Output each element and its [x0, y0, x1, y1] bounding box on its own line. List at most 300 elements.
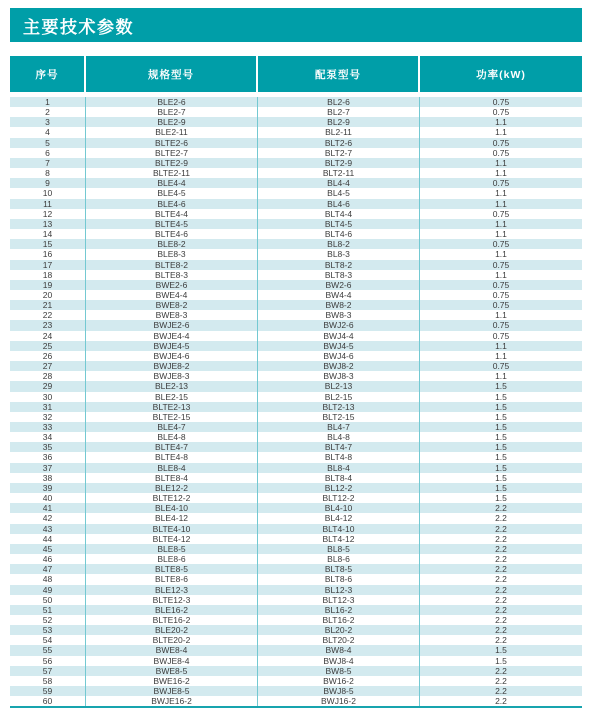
table-cell: 2.2 [495, 696, 507, 707]
table-row [10, 574, 582, 584]
table-cell: BW8-3 [258, 310, 420, 320]
table-cell: BLTE2-15 [86, 412, 258, 422]
table-cell: 18 [10, 270, 86, 280]
table-cell: 1.5 [495, 645, 507, 656]
table-cell: 19 [10, 280, 86, 290]
table-cell: 12 [10, 209, 86, 219]
table-row [10, 442, 582, 452]
table-cell: BLTE2-11 [86, 168, 258, 178]
table-cell: 36 [10, 452, 86, 462]
table-row [10, 635, 582, 645]
table-cell: 2.2 [495, 564, 507, 575]
table-cell: 2.2 [495, 675, 507, 686]
table-row [10, 534, 582, 544]
column-header-serial: 序号 [10, 56, 86, 92]
table-cell: BW2-6 [258, 280, 420, 290]
table-cell: BLE2-7 [86, 107, 258, 117]
table-cell: BLTE16-2 [86, 615, 258, 625]
table-cell: 4 [10, 127, 86, 137]
table-row [10, 585, 582, 595]
table-cell: BWE8-3 [86, 310, 258, 320]
table-cell: BLT8-6 [258, 574, 420, 584]
table-cell: 53 [10, 625, 86, 635]
table-cell: 20 [10, 290, 86, 300]
table-cell: BLT8-5 [258, 564, 420, 574]
table-cell: BWJE2-6 [86, 320, 258, 330]
table-cell: BLE8-3 [86, 249, 258, 259]
table-cell: BL4-4 [258, 178, 420, 188]
table-row [10, 320, 582, 330]
table-cell: 1.1 [495, 350, 507, 361]
table-cell: BWE8-2 [86, 300, 258, 310]
table-row [10, 625, 582, 635]
table-cell: 2.2 [495, 574, 507, 585]
table-cell: BW4-4 [258, 290, 420, 300]
table-cell: 33 [10, 422, 86, 432]
table-cell: BLTE4-6 [86, 229, 258, 239]
table-cell: 1.5 [495, 482, 507, 493]
table-cell: 52 [10, 615, 86, 625]
table-row [10, 554, 582, 564]
table-cell: 0.75 [492, 147, 510, 158]
table-cell: BLT4-7 [258, 442, 420, 452]
table-body [10, 97, 582, 708]
table-cell: BL2-6 [258, 97, 420, 107]
table-cell: 1.5 [495, 462, 507, 473]
table-cell: 10 [10, 188, 86, 198]
table-row [10, 493, 582, 503]
table-cell: BW16-2 [258, 676, 420, 686]
table-cell: BLTE12-2 [86, 493, 258, 503]
table-row [10, 158, 582, 168]
table-row [10, 341, 582, 351]
table-cell: BLTE4-12 [86, 534, 258, 544]
table-cell: 22 [10, 310, 86, 320]
table-cell: BL8-3 [258, 249, 420, 259]
table-cell: 35 [10, 442, 86, 452]
table-cell: 26 [10, 351, 86, 361]
table-cell: BLTE8-6 [86, 574, 258, 584]
table-cell: BLE8-6 [86, 554, 258, 564]
table-cell: BLTE4-8 [86, 452, 258, 462]
table-cell: BL2-9 [258, 117, 420, 127]
table-row [10, 188, 582, 198]
table-cell: 1.5 [495, 452, 507, 463]
table-cell: 50 [10, 595, 86, 605]
table-cell: 2.2 [495, 584, 507, 595]
table-row [10, 696, 582, 706]
table-row [10, 178, 582, 188]
table-cell: 1.5 [495, 391, 507, 402]
table-row [10, 229, 582, 239]
table-cell: 2.2 [495, 503, 507, 514]
table-row [10, 219, 582, 229]
table-cell: 1.1 [495, 310, 507, 321]
table-cell: 56 [10, 656, 86, 666]
table-cell: BL4-12 [258, 513, 420, 523]
table-cell: 57 [10, 666, 86, 676]
table-cell: BL12-3 [258, 585, 420, 595]
table-cell: BLE4-10 [86, 503, 258, 513]
table-cell: BLTE2-9 [86, 158, 258, 168]
table-row [10, 300, 582, 310]
table-cell: BLE4-8 [86, 432, 258, 442]
table-cell: BW8-4 [258, 645, 420, 655]
table-cell: BL8-2 [258, 239, 420, 249]
table-cell: BLE8-2 [86, 239, 258, 249]
table-cell: 1.5 [495, 401, 507, 412]
table-cell: 2.2 [495, 604, 507, 615]
page-title: 主要技术参数 [23, 17, 134, 37]
table-cell: 54 [10, 635, 86, 645]
table-row [10, 595, 582, 605]
table-row [10, 199, 582, 209]
table-cell: 41 [10, 503, 86, 513]
table-cell: BLE4-12 [86, 513, 258, 523]
table-cell: 59 [10, 686, 86, 696]
table-cell: 25 [10, 341, 86, 351]
table-cell: BL2-13 [258, 381, 420, 391]
table-cell: 34 [10, 432, 86, 442]
table-row [10, 148, 582, 158]
table-cell: 29 [10, 381, 86, 391]
table-cell: 2.2 [495, 554, 507, 565]
table-row [10, 452, 582, 462]
table-cell: 0.75 [492, 361, 510, 372]
table-cell: 51 [10, 605, 86, 615]
table-cell: BWJE8-2 [86, 361, 258, 371]
table-row [10, 107, 582, 117]
table-row [10, 432, 582, 442]
table-cell: 0.75 [492, 289, 510, 300]
table-cell: BWE8-5 [86, 666, 258, 676]
table-cell: 48 [10, 574, 86, 584]
table-cell: BLE4-4 [86, 178, 258, 188]
table-cell: 43 [10, 524, 86, 534]
table-cell: BL4-8 [258, 432, 420, 442]
table-cell: BL8-4 [258, 463, 420, 473]
table-cell: BLE12-2 [86, 483, 258, 493]
table-cell: BLT2-6 [258, 138, 420, 148]
table-row [10, 239, 582, 249]
table-cell: 0.75 [492, 137, 510, 148]
table-cell: BLTE8-3 [86, 270, 258, 280]
table-cell: 0.75 [492, 178, 510, 189]
table-row [10, 513, 582, 523]
table-cell: 1.1 [495, 157, 507, 168]
table-cell: 30 [10, 392, 86, 402]
table-cell: BLT8-3 [258, 270, 420, 280]
table-cell: 23 [10, 320, 86, 330]
column-header-spec-model: 规格型号 [86, 56, 258, 92]
table-cell: BLE8-5 [86, 544, 258, 554]
table-cell: 1.5 [495, 411, 507, 422]
table-cell: BLTE4-10 [86, 524, 258, 534]
table-cell: BLT4-10 [258, 524, 420, 534]
table-row [10, 645, 582, 655]
table-cell: 1.5 [495, 432, 507, 443]
table-cell: BL8-6 [258, 554, 420, 564]
table-row [10, 310, 582, 320]
table-cell: 37 [10, 463, 86, 473]
table-row [10, 97, 582, 107]
table-cell: BLT2-9 [258, 158, 420, 168]
table-row [10, 361, 582, 371]
table-cell: 2.2 [495, 665, 507, 676]
table-cell: 9 [10, 178, 86, 188]
table-cell: BLT2-15 [258, 412, 420, 422]
table-cell: BLTE8-4 [86, 473, 258, 483]
table-cell: BLT12-3 [258, 595, 420, 605]
table-cell: 14 [10, 229, 86, 239]
table-cell: BWJ8-5 [258, 686, 420, 696]
table-cell: BWJE4-6 [86, 351, 258, 361]
table-cell: 1.1 [495, 168, 507, 179]
table-cell: BLT4-8 [258, 452, 420, 462]
table-cell: BL20-2 [258, 625, 420, 635]
table-cell: BL16-2 [258, 605, 420, 615]
table-cell: BLTE12-3 [86, 595, 258, 605]
table-cell: BWJE8-5 [86, 686, 258, 696]
table-row [10, 371, 582, 381]
table-row [10, 117, 582, 127]
table-cell: 1.1 [495, 198, 507, 209]
table-cell: BLTE20-2 [86, 635, 258, 645]
table-cell: BLE2-13 [86, 381, 258, 391]
table-cell: 1.5 [495, 442, 507, 453]
table-cell: 2.2 [495, 625, 507, 636]
table-row [10, 138, 582, 148]
table-cell: BLTE4-7 [86, 442, 258, 452]
table-cell: BLT2-13 [258, 402, 420, 412]
table-cell: 46 [10, 554, 86, 564]
table-cell: 15 [10, 239, 86, 249]
page-title-banner [10, 8, 582, 42]
table-cell: 58 [10, 676, 86, 686]
table-cell: 2.2 [495, 513, 507, 524]
table-cell: BL4-6 [258, 199, 420, 209]
table-cell: 2.2 [495, 533, 507, 544]
table-cell: BLT16-2 [258, 615, 420, 625]
table-row [10, 392, 582, 402]
table-row [10, 381, 582, 391]
table-cell: 31 [10, 402, 86, 412]
table-cell: 60 [10, 696, 86, 706]
table-cell: BWJ2-6 [258, 320, 420, 330]
table-cell: BL2-11 [258, 127, 420, 137]
table-cell: BL8-5 [258, 544, 420, 554]
table-cell: BL2-7 [258, 107, 420, 117]
table-cell: BLT12-2 [258, 493, 420, 503]
table-cell: BLE2-11 [86, 127, 258, 137]
table-cell: 13 [10, 219, 86, 229]
table-cell: 0.75 [492, 97, 510, 107]
column-header-pump-model: 配泵型号 [258, 56, 420, 92]
table-cell: BLT2-7 [258, 148, 420, 158]
table-cell: 49 [10, 585, 86, 595]
table-cell: 1.1 [495, 117, 507, 128]
table-cell: 24 [10, 331, 86, 341]
table-cell: BW8-5 [258, 666, 420, 676]
table-cell: BLTE2-7 [86, 148, 258, 158]
table-cell: BWJ8-4 [258, 656, 420, 666]
table-cell: 0.75 [492, 330, 510, 341]
table-cell: 1.5 [495, 655, 507, 666]
table-cell: 0.75 [492, 259, 510, 270]
table-cell: BLE20-2 [86, 625, 258, 635]
table-cell: 1.1 [495, 340, 507, 351]
table-cell: 38 [10, 473, 86, 483]
table-cell: 0.75 [492, 300, 510, 311]
table-cell: BLT4-4 [258, 209, 420, 219]
table-row [10, 127, 582, 137]
table-cell: 3 [10, 117, 86, 127]
table-cell: 47 [10, 564, 86, 574]
parameters-table [10, 56, 582, 708]
table-row [10, 605, 582, 615]
table-row [10, 168, 582, 178]
table-row [10, 615, 582, 625]
table-cell: 2.2 [495, 686, 507, 697]
table-cell: BWJ8-2 [258, 361, 420, 371]
table-cell: 55 [10, 645, 86, 655]
table-cell: 1.5 [495, 472, 507, 483]
table-cell: BLTE2-6 [86, 138, 258, 148]
table-cell: BL12-2 [258, 483, 420, 493]
table-cell: 1.5 [495, 422, 507, 432]
table-cell: BW8-2 [258, 300, 420, 310]
table-cell: 28 [10, 371, 86, 381]
table-cell: BLE2-9 [86, 117, 258, 127]
table-cell: 1.1 [495, 371, 507, 382]
table-row [10, 483, 582, 493]
table-cell: 2.2 [495, 594, 507, 605]
table-cell: 16 [10, 249, 86, 259]
table-cell: BL4-7 [258, 422, 420, 432]
table-row [10, 564, 582, 574]
table-row [10, 666, 582, 676]
table-row [10, 524, 582, 534]
column-header-power: 功率(kW) [476, 68, 526, 81]
table-cell: BLE4-6 [86, 199, 258, 209]
table-cell: BLE12-3 [86, 585, 258, 595]
table-cell: 1.1 [495, 127, 507, 138]
table-cell: BL2-15 [258, 392, 420, 402]
table-row [10, 351, 582, 361]
table-cell: BWJ4-4 [258, 331, 420, 341]
table-cell: BL4-5 [258, 188, 420, 198]
table-cell: BWE16-2 [86, 676, 258, 686]
table-cell: BLT8-4 [258, 473, 420, 483]
table-cell: 2.2 [495, 543, 507, 554]
table-cell: BLE8-4 [86, 463, 258, 473]
table-cell: 0.75 [492, 239, 510, 250]
table-cell: 1.1 [495, 218, 507, 229]
table-row [10, 503, 582, 513]
table-row [10, 473, 582, 483]
table-cell: 21 [10, 300, 86, 310]
table-row [10, 209, 582, 219]
table-cell: BLE4-7 [86, 422, 258, 432]
table-cell: 0.75 [492, 107, 510, 118]
table-row [10, 280, 582, 290]
table-cell: 0.75 [492, 208, 510, 219]
table-cell: 39 [10, 483, 86, 493]
table-row [10, 656, 582, 666]
table-cell: BLT8-2 [258, 260, 420, 270]
table-cell: BWE8-4 [86, 645, 258, 655]
table-cell: BWE4-4 [86, 290, 258, 300]
table-cell: BLE2-15 [86, 392, 258, 402]
table-cell: 27 [10, 361, 86, 371]
table-cell: BWJE8-3 [86, 371, 258, 381]
table-cell: 0.75 [492, 320, 510, 331]
table-row [10, 686, 582, 696]
table-cell: 1.1 [495, 269, 507, 280]
table-cell: 17 [10, 260, 86, 270]
table-row [10, 402, 582, 412]
table-cell: 8 [10, 168, 86, 178]
table-cell: 2.2 [495, 635, 507, 646]
table-cell: 0.75 [492, 279, 510, 290]
table-cell: BLTE8-2 [86, 260, 258, 270]
table-cell: BLE4-5 [86, 188, 258, 198]
table-header-row [10, 56, 582, 92]
table-cell: BLT20-2 [258, 635, 420, 645]
table-cell: BLTE2-13 [86, 402, 258, 412]
table-row [10, 260, 582, 270]
table-cell: 7 [10, 158, 86, 168]
table-cell: BLTE4-4 [86, 209, 258, 219]
table-cell: BLE16-2 [86, 605, 258, 615]
table-cell: 2.2 [495, 523, 507, 534]
table-cell: 40 [10, 493, 86, 503]
table-cell: BWJ4-5 [258, 341, 420, 351]
table-cell: BLTE4-5 [86, 219, 258, 229]
table-row [10, 290, 582, 300]
table-cell: 42 [10, 513, 86, 523]
table-cell: 1.1 [495, 249, 507, 260]
table-row [10, 544, 582, 554]
table-row [10, 676, 582, 686]
table-cell: BLT4-12 [258, 534, 420, 544]
table-cell: 44 [10, 534, 86, 544]
table-cell: BLTE8-5 [86, 564, 258, 574]
table-row [10, 412, 582, 422]
table-row [10, 422, 582, 432]
table-cell: BWJ8-3 [258, 371, 420, 381]
table-row [10, 249, 582, 259]
table-cell: 5 [10, 138, 86, 148]
table-row [10, 270, 582, 280]
table-cell: BLT2-11 [258, 168, 420, 178]
table-cell: BWJ16-2 [258, 696, 420, 706]
table-cell: 2 [10, 107, 86, 117]
table-row [10, 463, 582, 473]
table-cell: BWJE8-4 [86, 656, 258, 666]
table-cell: BWE2-6 [86, 280, 258, 290]
table-cell: 1 [10, 97, 86, 107]
table-cell: BLT4-5 [258, 219, 420, 229]
table-cell: BLE2-6 [86, 97, 258, 107]
table-cell: BWJE4-4 [86, 331, 258, 341]
table-cell: 6 [10, 148, 86, 158]
table-cell: 11 [10, 199, 86, 209]
table-cell: 45 [10, 544, 86, 554]
table-row [10, 331, 582, 341]
table-cell: BWJE16-2 [86, 696, 258, 706]
table-cell: 32 [10, 412, 86, 422]
